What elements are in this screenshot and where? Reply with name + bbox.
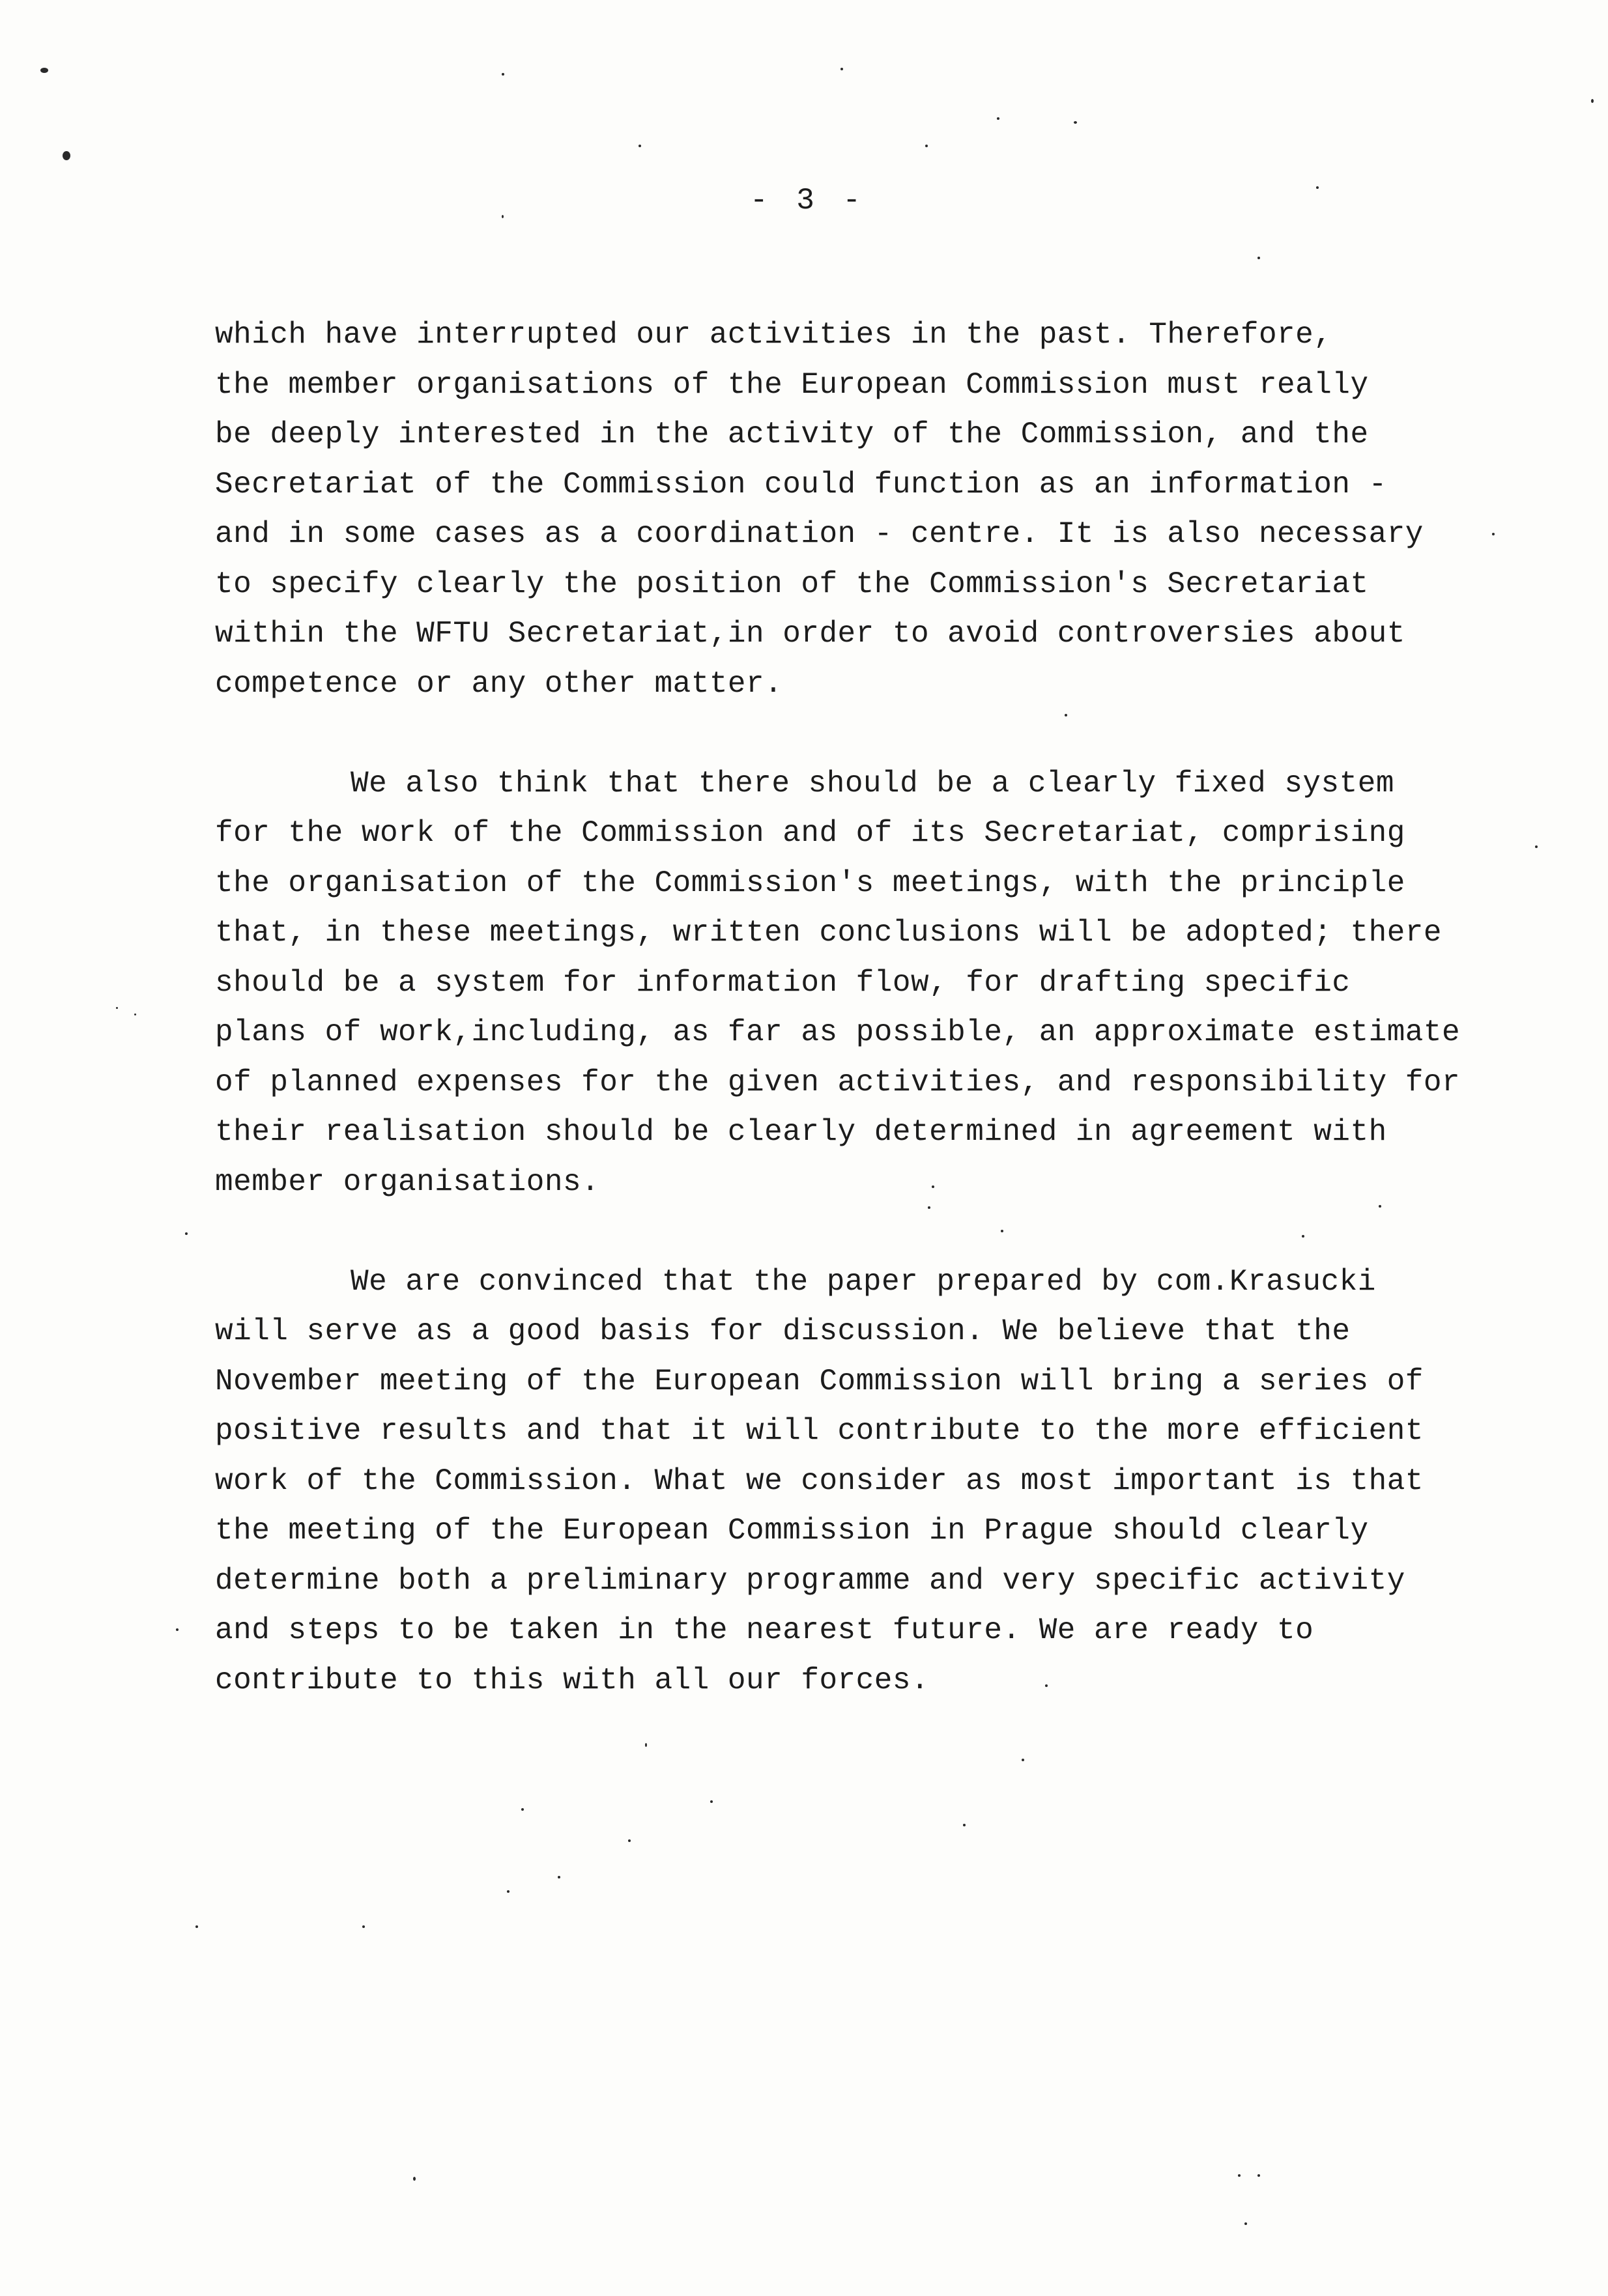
speck — [1379, 1205, 1381, 1208]
text-line: Secretariat of the Commission could function as an information - — [215, 467, 1387, 502]
text-line: November meeting of the European Commission will bring a series of — [215, 1364, 1424, 1398]
speck — [1591, 99, 1594, 103]
paragraph-2 — [215, 759, 1557, 1208]
text-line: We are convinced that the paper prepared by com.Krasucki — [351, 1264, 1376, 1299]
text-line: We also think that there should be a clearly fixed system — [351, 766, 1394, 801]
speck — [1244, 2222, 1247, 2225]
speck — [521, 1808, 524, 1811]
speck — [1492, 533, 1495, 535]
text-line: plans of work,including, as far as possible, an approximate estimate — [215, 1015, 1461, 1049]
speck — [502, 215, 504, 218]
text-line: the meeting of the European Commission in Prague should clearly — [215, 1514, 1369, 1548]
speck — [63, 151, 70, 160]
text-line: contribute to this with all our forces. — [215, 1663, 930, 1697]
speck — [176, 1628, 179, 1631]
speck — [413, 2177, 416, 2181]
speck — [507, 1890, 510, 1893]
speck — [932, 1185, 934, 1188]
speck — [1001, 1230, 1003, 1232]
text-line: the member organisations of the European Commission must really — [215, 367, 1369, 402]
speck — [1302, 1235, 1304, 1238]
speck — [1316, 186, 1319, 189]
speck — [1257, 257, 1260, 259]
text-line: determine both a preliminary programme and very specific activity — [215, 1563, 1405, 1598]
speck — [710, 1800, 713, 1803]
speck — [362, 1925, 365, 1928]
speck — [195, 1925, 198, 1928]
text-line: and steps to be taken in the nearest future. We are ready to — [215, 1613, 1314, 1647]
text-line: be deeply interested in the activity of the Commission, and the — [215, 418, 1369, 451]
text-line: which have interrupted our activities in the past. Therefore, — [215, 318, 1332, 352]
speck — [558, 1876, 560, 1878]
speck — [963, 1824, 966, 1826]
text-line: for the work of the Commission and of its Secretariat, comprising — [215, 816, 1405, 850]
text-line: within the WFTU Secretariat,in order to avoid controversies about — [215, 617, 1405, 651]
speck — [502, 73, 504, 76]
text-line: should be a system for information flow, for drafting specific — [215, 965, 1351, 1000]
text-line: that, in these meetings, written conclusions will be adopted; there — [215, 916, 1443, 950]
speck — [997, 117, 999, 120]
paragraph-gap — [215, 709, 1557, 759]
speck — [1257, 2174, 1260, 2177]
speck — [928, 1206, 930, 1209]
text-line: of planned expenses for the given activities, and responsibility for — [215, 1065, 1461, 1099]
speck — [639, 145, 641, 147]
speck — [1074, 121, 1077, 124]
page-number: - 3 - — [749, 184, 867, 218]
speck — [840, 68, 843, 70]
text-line: and in some cases as a coordination - centre. It is also necessary — [215, 517, 1424, 551]
text-line: to specify clearly the position of the Commission's Secretariat — [215, 567, 1369, 601]
text-line: the organisation of the Commission's meetings, with the principle — [215, 866, 1405, 900]
speck — [1238, 2174, 1241, 2177]
speck — [116, 1007, 118, 1009]
text-line: their realisation should be clearly determined in agreement with — [215, 1115, 1387, 1149]
speck — [185, 1232, 188, 1235]
speck — [1022, 1759, 1024, 1761]
speck — [40, 68, 48, 73]
speck — [1045, 1684, 1048, 1687]
speck — [925, 145, 928, 147]
text-line: positive results and that it will contribute to the more efficient — [215, 1414, 1424, 1448]
paragraph-gap — [215, 1207, 1557, 1257]
text-line: work of the Commission. What we consider as most important is that — [215, 1464, 1424, 1498]
speck — [134, 1013, 136, 1015]
text-line: competence or any other matter. — [215, 666, 783, 701]
paragraph-1 — [215, 310, 1557, 709]
speck — [628, 1839, 631, 1842]
text-line: will serve as a good basis for discussion. We believe that the — [215, 1314, 1351, 1348]
speck — [1535, 845, 1538, 848]
paragraph-3 — [215, 1257, 1557, 1706]
text-line: member organisations. — [215, 1165, 600, 1199]
speck — [1065, 714, 1067, 716]
speck — [645, 1743, 647, 1747]
body-text — [215, 310, 1557, 1705]
